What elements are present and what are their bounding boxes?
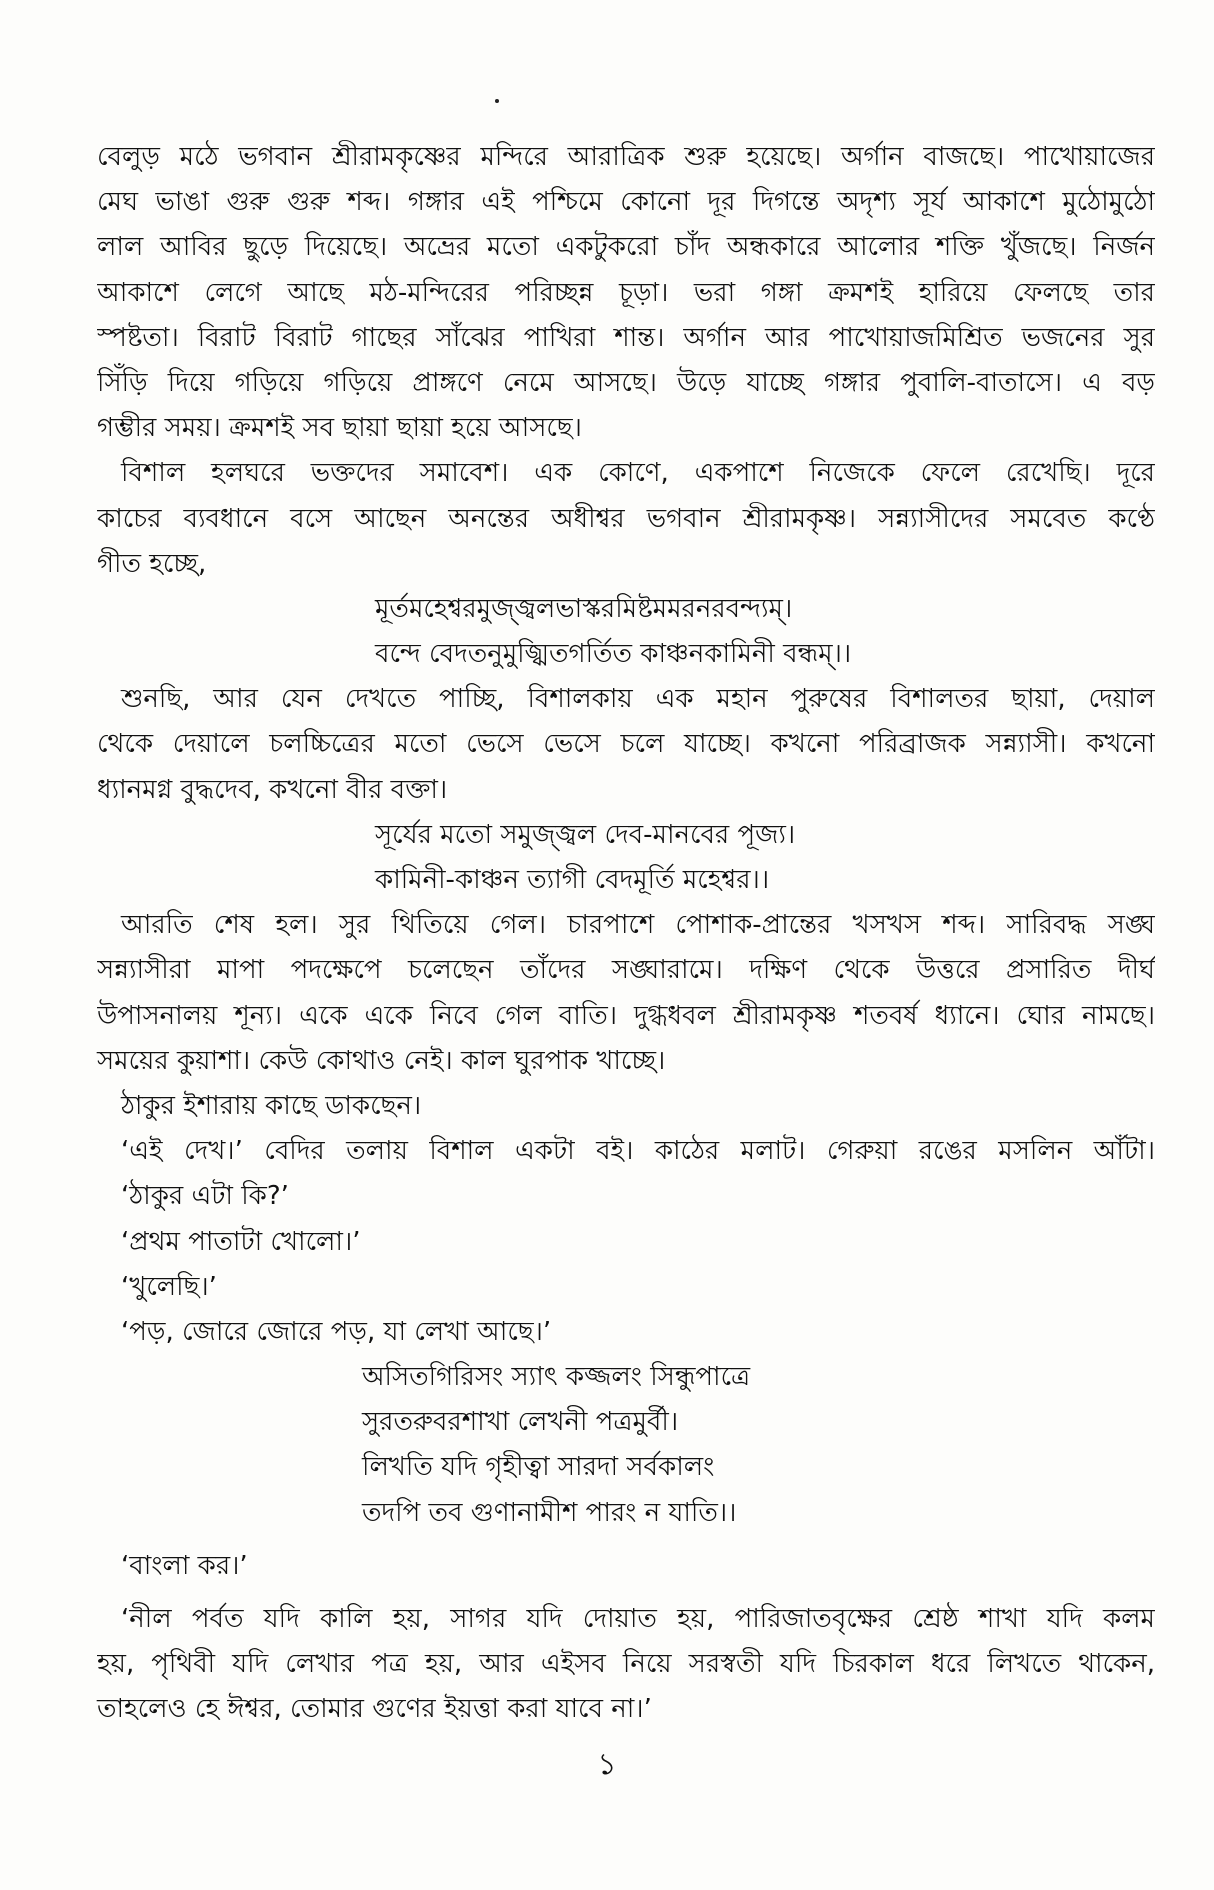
verse-line: কামিনী-কাঞ্চন ত্যাগী বেদমূর্তি মহেশ্বর।। xyxy=(375,865,770,895)
text-line: ধ্যানমগ্ন বুদ্ধদেব, কখনো বীর বক্তা। xyxy=(97,774,448,805)
text-line: গম্ভীর সময়। ক্রমশই সব ছায়া ছায়া হয়ে আসছে। xyxy=(97,413,582,444)
page-number: ১ xyxy=(597,1747,617,1782)
text-line: আকাশে লেগে আছে মঠ-মন্দিরের পরিচ্ছন্ন চূড়া। ভরা গঙ্গা ক্রমশই হারিয়ে ফেলছে তার xyxy=(97,277,1155,308)
text-line: গীত হচ্ছে, xyxy=(97,548,207,579)
text-line: বেলুড় মঠে ভগবান শ্রীরামকৃষ্ণের মন্দিরে আরাত্রিক শুরু হয়েছে। অর্গান বাজছে। পাখোয়াজের xyxy=(97,142,1155,172)
text-line: লাল আবির ছুড়ে দিয়েছে। অভ্রের মতো একটুকরো চাঁদ অন্ধকারে আলোর শক্তি খুঁজছে। নির্জন xyxy=(97,232,1155,263)
scan-dot xyxy=(495,99,499,103)
verse-line: লিখতি যদি গৃহীত্বা সারদা সর্বকালং xyxy=(362,1452,715,1483)
dialogue-line: ‘নীল পর্বত যদি কালি হয়, সাগর যদি দোয়াত হয়, পারিজাতবৃক্ষের শ্রেষ্ঠ শাখা যদি কলম xyxy=(121,1604,1155,1634)
paragraph-start: বিশাল হলঘরে ভক্তদের সমাবেশ। এক কোণে, একপাশে নিজেকে ফেলে রেখেছি। দূরে xyxy=(121,458,1155,489)
verse-line: বন্দে বেদতনুমুজ্ঝিতগর্তিত কাঞ্চনকামিনী বন্ধম্।। xyxy=(375,639,852,670)
text-line: তাহলেও হে ঈশ্বর, তোমার গুণের ইয়ত্তা করা যাবে না।’ xyxy=(97,1694,652,1725)
text-line: সন্ন্যাসীরা মাপা পদক্ষেপে চলেছেন তাঁদের সঙ্ঘারামে। দক্ষিণ থেকে উত্তরে প্রসারিত দীর্ঘ xyxy=(97,955,1155,986)
page-body xyxy=(97,135,1155,1733)
text-line: কাচের ব্যবধানে বসে আছেন অনন্তের অধীশ্বর ভগবান শ্রীরামকৃষ্ণ। সন্ন্যাসীদের সমবেত কণ্ঠে xyxy=(97,503,1155,534)
dialogue-line: ‘প্রথম পাতাটা খোলো।’ xyxy=(121,1226,361,1257)
paragraph-start: আরতি শেষ হল। সুর থিতিয়ে গেল। চারপাশে পোশাক-প্রান্তের খসখস শব্দ। সারিবদ্ধ সঙ্ঘ xyxy=(121,910,1155,941)
text-line: মেঘ ভাঙা গুরু গুরু শব্দ। গঙ্গার এই পশ্চিমে কোনো দূর দিগন্তে অদৃশ্য সূর্য আকাশে মুঠোমুঠো xyxy=(97,187,1155,218)
text-line: সিঁড়ি দিয়ে গড়িয়ে গড়িয়ে প্রাঙ্গণে নেমে আসছে। উড়ে যাচ্ছে গঙ্গার পুবালি-বাতাসে। এ বড় xyxy=(97,367,1155,398)
verse-line: তদপি তব গুণানামীশ পারং ন যাতি।। xyxy=(362,1497,737,1528)
text-line: উপাসনালয় শূন্য। একে একে নিবে গেল বাতি। দুগ্ধধবল শ্রীরামকৃষ্ণ শতবর্ষ ধ্যানে। ঘোর নামছে। xyxy=(97,1000,1155,1031)
verse-line: সুরতরুবরশাখা লেখনী পত্রমুর্বী। xyxy=(362,1407,679,1438)
paragraph-start: শুনছি, আর যেন দেখতে পাচ্ছি, বিশালকায় এক মহান পুরুষের বিশালতর ছায়া, দেয়াল xyxy=(121,684,1155,715)
text-line: সময়ের কুয়াশা। কেউ কোথাও নেই। কাল ঘুরপাক খাচ্ছে। xyxy=(97,1045,666,1076)
text-line: থেকে দেয়ালে চলচ্চিত্রের মতো ভেসে ভেসে চলে যাচ্ছে। কখনো পরিব্রাজক সন্ন্যাসী। কখনো xyxy=(97,729,1155,760)
dialogue-line: ‘পড়, জোরে জোরে পড়, যা লেখা আছে।’ xyxy=(121,1316,552,1347)
verse-line: সূর্যের মতো সমুজ্জ্বল দেব-মানবের পূজ্য। xyxy=(375,819,796,850)
dialogue-line: ‘এই দেখ।’ বেদির তলায় বিশাল একটা বই। কাঠের মলাট। গেরুয়া রঙের মসলিন আঁটা। xyxy=(121,1136,1155,1167)
dialogue-line: ‘বাংলা কর।’ xyxy=(121,1550,248,1581)
dialogue-line: ‘খুলেছি।’ xyxy=(121,1271,217,1302)
paragraph-start: ঠাকুর ইশারায় কাছে ডাকছেন। xyxy=(121,1090,422,1121)
verse-line: অসিতগিরিসং স্যাৎ কজ্জলং সিন্ধুপাত্রে xyxy=(362,1362,751,1393)
text-line: স্পষ্টতা। বিরাট বিরাট গাছের সাঁঝের পাখিরা শান্ত। অর্গান আর পাখোয়াজমিশ্রিত ভজনের সুর xyxy=(97,322,1155,353)
verse-line: মূর্তমহেশ্বরমুজ্জ্বলভাস্করমিষ্টমমরনরবন্দ্যম্। xyxy=(375,593,793,624)
dialogue-line: ‘ঠাকুর এটা কি?’ xyxy=(121,1181,289,1212)
text-line: হয়, পৃথিবী যদি লেখার পত্র হয়, আর এইসব নিয়ে সরস্বতী যদি চিরকাল ধরে লিখতে থাকেন, xyxy=(97,1649,1155,1680)
